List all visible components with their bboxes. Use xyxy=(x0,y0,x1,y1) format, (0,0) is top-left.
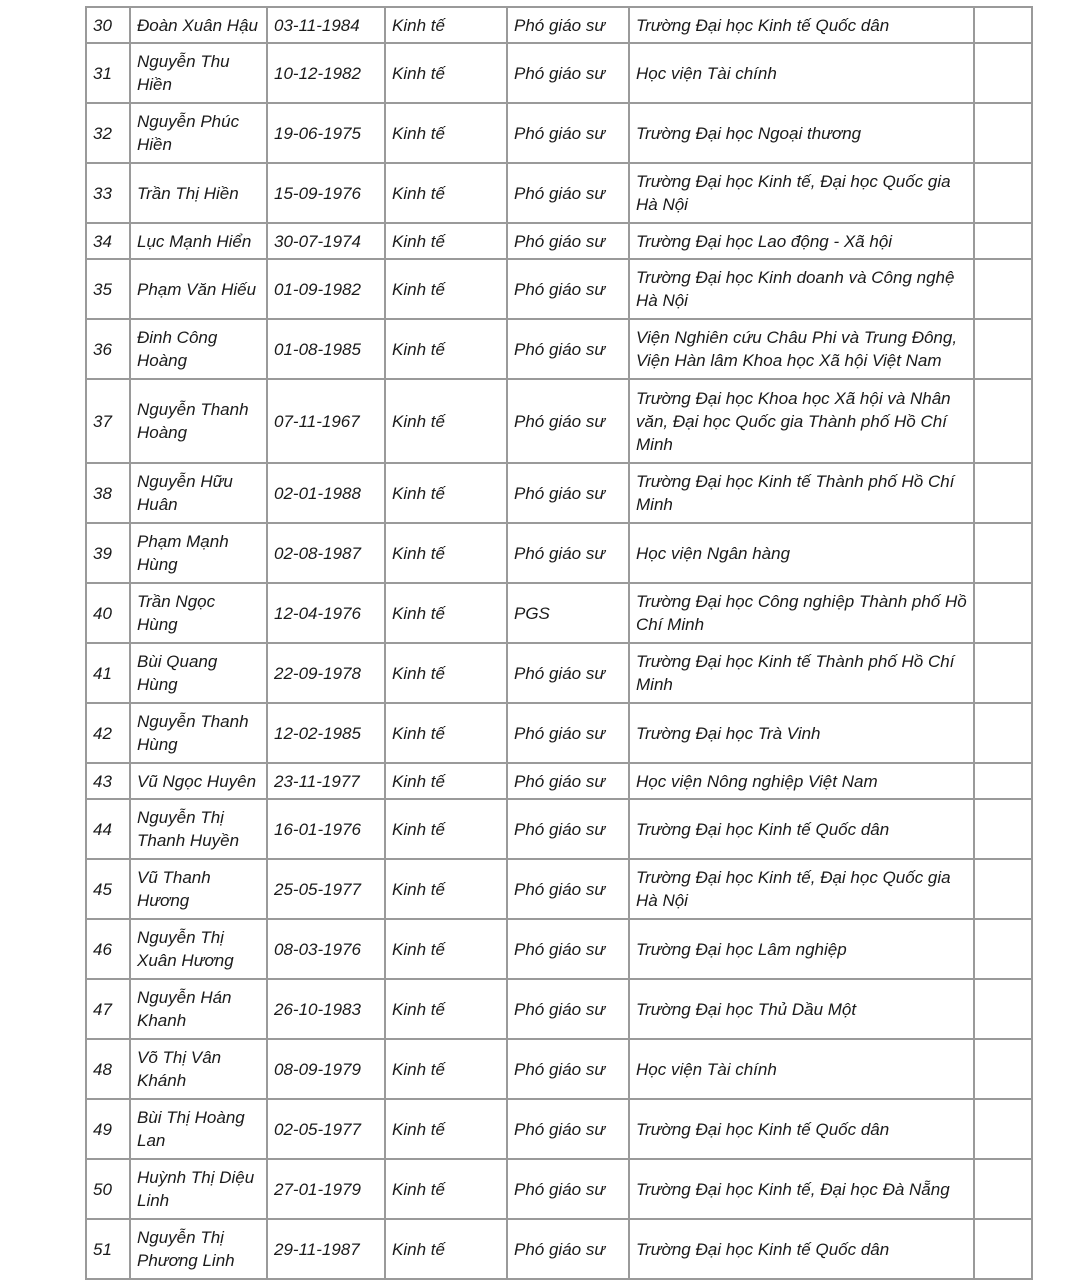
institution-cell: Trường Đại học Kinh tế Quốc dân xyxy=(629,799,974,859)
row-number-cell: 42 xyxy=(86,703,130,763)
row-number-cell: 51 xyxy=(86,1219,130,1279)
date-of-birth-cell: 02-05-1977 xyxy=(267,1099,385,1159)
table-row xyxy=(86,1099,1032,1159)
academic-title-cell: Phó giáo sư xyxy=(507,163,629,223)
field-cell: Kinh tế xyxy=(385,163,507,223)
institution-cell: Trường Đại học Khoa học Xã hội và Nhân văn, Đại học Quốc gia Thành phố Hồ Chí Minh xyxy=(629,379,974,463)
academic-title-cell: Phó giáo sư xyxy=(507,859,629,919)
table-row xyxy=(86,319,1032,379)
blank-cell xyxy=(974,583,1032,643)
date-of-birth-cell: 01-08-1985 xyxy=(267,319,385,379)
row-number-cell: 30 xyxy=(86,7,130,43)
institution-cell: Trường Đại học Kinh doanh và Công nghệ Hà Nội xyxy=(629,259,974,319)
table-row xyxy=(86,259,1032,319)
row-number-cell: 50 xyxy=(86,1159,130,1219)
academic-title-cell: Phó giáo sư xyxy=(507,523,629,583)
full-name-cell: Vũ Ngọc Huyên xyxy=(130,763,267,799)
field-cell: Kinh tế xyxy=(385,919,507,979)
date-of-birth-cell: 29-11-1987 xyxy=(267,1219,385,1279)
candidate-table xyxy=(85,6,1033,1280)
row-number-cell: 38 xyxy=(86,463,130,523)
row-number-cell: 39 xyxy=(86,523,130,583)
table-row xyxy=(86,859,1032,919)
row-number-cell: 32 xyxy=(86,103,130,163)
date-of-birth-cell: 02-01-1988 xyxy=(267,463,385,523)
row-number-cell: 35 xyxy=(86,259,130,319)
academic-title-cell: Phó giáo sư xyxy=(507,7,629,43)
date-of-birth-cell: 02-08-1987 xyxy=(267,523,385,583)
blank-cell xyxy=(974,7,1032,43)
field-cell: Kinh tế xyxy=(385,1099,507,1159)
field-cell: Kinh tế xyxy=(385,763,507,799)
blank-cell xyxy=(974,859,1032,919)
date-of-birth-cell: 22-09-1978 xyxy=(267,643,385,703)
date-of-birth-cell: 12-02-1985 xyxy=(267,703,385,763)
table-row xyxy=(86,643,1032,703)
field-cell: Kinh tế xyxy=(385,223,507,259)
table-body xyxy=(86,7,1032,1279)
academic-title-cell: Phó giáo sư xyxy=(507,43,629,103)
date-of-birth-cell: 19-06-1975 xyxy=(267,103,385,163)
full-name-cell: Phạm Mạnh Hùng xyxy=(130,523,267,583)
table-row xyxy=(86,7,1032,43)
full-name-cell: Nguyễn Thanh Hùng xyxy=(130,703,267,763)
blank-cell xyxy=(974,1039,1032,1099)
academic-title-cell: Phó giáo sư xyxy=(507,259,629,319)
field-cell: Kinh tế xyxy=(385,643,507,703)
field-cell: Kinh tế xyxy=(385,7,507,43)
row-number-cell: 46 xyxy=(86,919,130,979)
blank-cell xyxy=(974,319,1032,379)
academic-title-cell: PGS xyxy=(507,583,629,643)
table-row xyxy=(86,103,1032,163)
full-name-cell: Vũ Thanh Hương xyxy=(130,859,267,919)
blank-cell xyxy=(974,763,1032,799)
blank-cell xyxy=(974,163,1032,223)
row-number-cell: 43 xyxy=(86,763,130,799)
blank-cell xyxy=(974,463,1032,523)
blank-cell xyxy=(974,259,1032,319)
academic-title-cell: Phó giáo sư xyxy=(507,463,629,523)
row-number-cell: 31 xyxy=(86,43,130,103)
table-row xyxy=(86,979,1032,1039)
full-name-cell: Nguyễn Hán Khanh xyxy=(130,979,267,1039)
academic-title-cell: Phó giáo sư xyxy=(507,1219,629,1279)
academic-title-cell: Phó giáo sư xyxy=(507,223,629,259)
field-cell: Kinh tế xyxy=(385,1219,507,1279)
row-number-cell: 40 xyxy=(86,583,130,643)
blank-cell xyxy=(974,379,1032,463)
academic-title-cell: Phó giáo sư xyxy=(507,1099,629,1159)
academic-title-cell: Phó giáo sư xyxy=(507,379,629,463)
date-of-birth-cell: 25-05-1977 xyxy=(267,859,385,919)
table-row xyxy=(86,223,1032,259)
table-row xyxy=(86,799,1032,859)
institution-cell: Trường Đại học Kinh tế, Đại học Quốc gia Hà Nội xyxy=(629,163,974,223)
row-number-cell: 45 xyxy=(86,859,130,919)
table-row xyxy=(86,1159,1032,1219)
full-name-cell: Trần Thị Hiền xyxy=(130,163,267,223)
table-row xyxy=(86,523,1032,583)
table-row xyxy=(86,163,1032,223)
table-row xyxy=(86,919,1032,979)
field-cell: Kinh tế xyxy=(385,703,507,763)
full-name-cell: Lục Mạnh Hiển xyxy=(130,223,267,259)
date-of-birth-cell: 16-01-1976 xyxy=(267,799,385,859)
academic-title-cell: Phó giáo sư xyxy=(507,319,629,379)
row-number-cell: 48 xyxy=(86,1039,130,1099)
date-of-birth-cell: 07-11-1967 xyxy=(267,379,385,463)
institution-cell: Trường Đại học Trà Vinh xyxy=(629,703,974,763)
academic-title-cell: Phó giáo sư xyxy=(507,979,629,1039)
blank-cell xyxy=(974,103,1032,163)
institution-cell: Trường Đại học Lâm nghiệp xyxy=(629,919,974,979)
field-cell: Kinh tế xyxy=(385,259,507,319)
row-number-cell: 37 xyxy=(86,379,130,463)
row-number-cell: 49 xyxy=(86,1099,130,1159)
date-of-birth-cell: 26-10-1983 xyxy=(267,979,385,1039)
row-number-cell: 44 xyxy=(86,799,130,859)
blank-cell xyxy=(974,979,1032,1039)
table-row xyxy=(86,463,1032,523)
row-number-cell: 33 xyxy=(86,163,130,223)
row-number-cell: 36 xyxy=(86,319,130,379)
field-cell: Kinh tế xyxy=(385,319,507,379)
date-of-birth-cell: 01-09-1982 xyxy=(267,259,385,319)
academic-title-cell: Phó giáo sư xyxy=(507,763,629,799)
academic-title-cell: Phó giáo sư xyxy=(507,1039,629,1099)
field-cell: Kinh tế xyxy=(385,103,507,163)
field-cell: Kinh tế xyxy=(385,979,507,1039)
academic-title-cell: Phó giáo sư xyxy=(507,643,629,703)
date-of-birth-cell: 03-11-1984 xyxy=(267,7,385,43)
blank-cell xyxy=(974,1159,1032,1219)
institution-cell: Trường Đại học Lao động - Xã hội xyxy=(629,223,974,259)
table-row xyxy=(86,379,1032,463)
blank-cell xyxy=(974,919,1032,979)
institution-cell: Trường Đại học Kinh tế, Đại học Đà Nẵng xyxy=(629,1159,974,1219)
full-name-cell: Nguyễn Thị Xuân Hương xyxy=(130,919,267,979)
date-of-birth-cell: 12-04-1976 xyxy=(267,583,385,643)
table-row xyxy=(86,43,1032,103)
blank-cell xyxy=(974,1099,1032,1159)
full-name-cell: Nguyễn Phúc Hiền xyxy=(130,103,267,163)
full-name-cell: Trần Ngọc Hùng xyxy=(130,583,267,643)
institution-cell: Trường Đại học Kinh tế Thành phố Hồ Chí Minh xyxy=(629,643,974,703)
academic-title-cell: Phó giáo sư xyxy=(507,703,629,763)
table-row xyxy=(86,1219,1032,1279)
full-name-cell: Huỳnh Thị Diệu Linh xyxy=(130,1159,267,1219)
date-of-birth-cell: 08-09-1979 xyxy=(267,1039,385,1099)
full-name-cell: Phạm Văn Hiếu xyxy=(130,259,267,319)
date-of-birth-cell: 08-03-1976 xyxy=(267,919,385,979)
full-name-cell: Nguyễn Thị Thanh Huyền xyxy=(130,799,267,859)
blank-cell xyxy=(974,703,1032,763)
date-of-birth-cell: 23-11-1977 xyxy=(267,763,385,799)
full-name-cell: Nguyễn Thanh Hoàng xyxy=(130,379,267,463)
institution-cell: Trường Đại học Kinh tế Quốc dân xyxy=(629,1219,974,1279)
field-cell: Kinh tế xyxy=(385,583,507,643)
academic-title-cell: Phó giáo sư xyxy=(507,919,629,979)
full-name-cell: Nguyễn Thu Hiền xyxy=(130,43,267,103)
row-number-cell: 41 xyxy=(86,643,130,703)
academic-title-cell: Phó giáo sư xyxy=(507,1159,629,1219)
institution-cell: Trường Đại học Ngoại thương xyxy=(629,103,974,163)
blank-cell xyxy=(974,643,1032,703)
institution-cell: Trường Đại học Kinh tế Quốc dân xyxy=(629,1099,974,1159)
table-row xyxy=(86,583,1032,643)
field-cell: Kinh tế xyxy=(385,463,507,523)
institution-cell: Học viện Tài chính xyxy=(629,1039,974,1099)
academic-title-cell: Phó giáo sư xyxy=(507,103,629,163)
field-cell: Kinh tế xyxy=(385,1159,507,1219)
institution-cell: Học viện Nông nghiệp Việt Nam xyxy=(629,763,974,799)
institution-cell: Trường Đại học Kinh tế Thành phố Hồ Chí Minh xyxy=(629,463,974,523)
date-of-birth-cell: 30-07-1974 xyxy=(267,223,385,259)
date-of-birth-cell: 10-12-1982 xyxy=(267,43,385,103)
blank-cell xyxy=(974,799,1032,859)
full-name-cell: Đinh Công Hoàng xyxy=(130,319,267,379)
full-name-cell: Bùi Thị Hoàng Lan xyxy=(130,1099,267,1159)
field-cell: Kinh tế xyxy=(385,799,507,859)
table-row xyxy=(86,703,1032,763)
full-name-cell: Bùi Quang Hùng xyxy=(130,643,267,703)
institution-cell: Trường Đại học Kinh tế, Đại học Quốc gia Hà Nội xyxy=(629,859,974,919)
institution-cell: Trường Đại học Thủ Dầu Một xyxy=(629,979,974,1039)
blank-cell xyxy=(974,223,1032,259)
table-row xyxy=(86,763,1032,799)
institution-cell: Trường Đại học Kinh tế Quốc dân xyxy=(629,7,974,43)
institution-cell: Học viện Tài chính xyxy=(629,43,974,103)
row-number-cell: 34 xyxy=(86,223,130,259)
full-name-cell: Đoàn Xuân Hậu xyxy=(130,7,267,43)
institution-cell: Học viện Ngân hàng xyxy=(629,523,974,583)
institution-cell: Trường Đại học Công nghiệp Thành phố Hồ Chí Minh xyxy=(629,583,974,643)
blank-cell xyxy=(974,43,1032,103)
row-number-cell: 47 xyxy=(86,979,130,1039)
table-row xyxy=(86,1039,1032,1099)
full-name-cell: Nguyễn Hữu Huân xyxy=(130,463,267,523)
field-cell: Kinh tế xyxy=(385,523,507,583)
blank-cell xyxy=(974,523,1032,583)
field-cell: Kinh tế xyxy=(385,43,507,103)
academic-title-cell: Phó giáo sư xyxy=(507,799,629,859)
field-cell: Kinh tế xyxy=(385,379,507,463)
full-name-cell: Nguyễn Thị Phương Linh xyxy=(130,1219,267,1279)
field-cell: Kinh tế xyxy=(385,859,507,919)
date-of-birth-cell: 15-09-1976 xyxy=(267,163,385,223)
date-of-birth-cell: 27-01-1979 xyxy=(267,1159,385,1219)
blank-cell xyxy=(974,1219,1032,1279)
full-name-cell: Võ Thị Vân Khánh xyxy=(130,1039,267,1099)
field-cell: Kinh tế xyxy=(385,1039,507,1099)
institution-cell: Viện Nghiên cứu Châu Phi và Trung Đông, Viện Hàn lâm Khoa học Xã hội Việt Nam xyxy=(629,319,974,379)
